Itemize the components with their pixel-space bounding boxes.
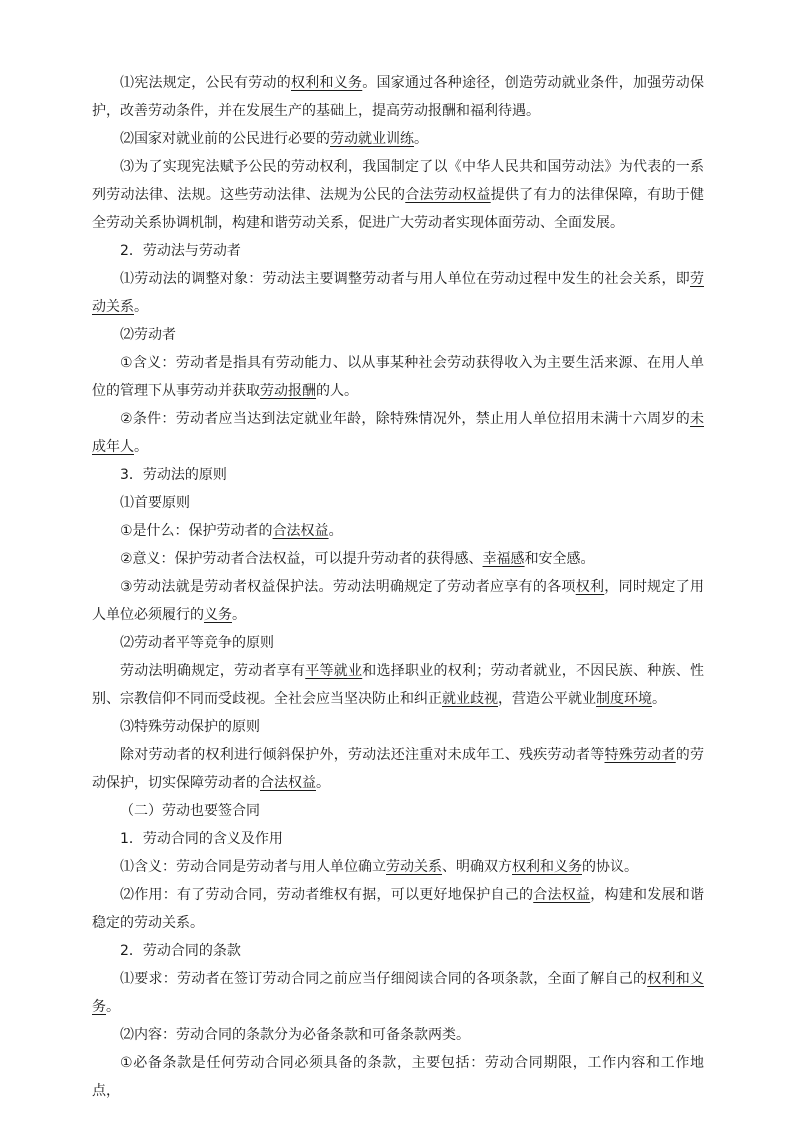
paragraph-text: ，构建和发展和谐稳定的劳动关系。 — [92, 887, 704, 931]
paragraph — [92, 517, 704, 545]
underlined-key-term: 幸福感 — [482, 551, 525, 567]
paragraph-text: ⑴含义：劳动合同是劳动者与用人单位确立 — [120, 859, 386, 875]
paragraph-text: 。 — [134, 439, 148, 455]
underlined-key-term: 权利 — [575, 579, 605, 595]
paragraph — [92, 853, 704, 881]
underlined-key-term: 劳动报酬 — [260, 383, 316, 399]
paragraph — [92, 69, 704, 125]
paragraph — [92, 265, 704, 321]
paragraph — [92, 545, 704, 573]
underlined-key-term: 未成年人 — [92, 411, 704, 455]
underlined-key-term: 合法权益 — [272, 523, 329, 539]
underlined-key-term: 劳动关系 — [92, 271, 704, 315]
paragraph-text: ⑴劳动法的调整对象：劳动法主要调整劳动者与用人单位在劳动过程中发生的社会关系，即 — [120, 271, 690, 287]
paragraph — [92, 125, 704, 153]
paragraph-text: 除对劳动者的权利进行倾斜保护外，劳动法还注重对未成年工、残疾劳动者等 — [120, 747, 605, 763]
underlined-key-term: 制度环境 — [596, 691, 652, 707]
paragraph-text: 。国家通过各种途径，创造劳动就业条件，加强劳动保护，改善劳动条件，并在发展生产的基础上，提高劳动报酬和福利待遇。 — [92, 75, 704, 119]
underlined-key-term: 合法权益 — [533, 887, 591, 903]
paragraph-text: ⑴宪法规定，公民有劳动的 — [120, 75, 291, 91]
paragraph-text: 和安全感。 — [524, 551, 595, 567]
paragraph — [92, 1049, 704, 1105]
paragraph-text: 。 — [652, 691, 666, 707]
paragraph-text: 劳动法明确规定，劳动者享有 — [120, 663, 306, 679]
paragraph-text: 的人。 — [316, 383, 358, 399]
underlined-key-term: 权利和义务 — [92, 971, 704, 1015]
paragraph-text: 2．劳动法与劳动者 — [120, 243, 241, 259]
paragraph-text: 和选择职业的权利；劳动者就业，不因民族、种族、性别、宗教信仰不同而受歧视。全社会应当坚决防止和纠正 — [92, 663, 704, 707]
underlined-key-term: 权利和义务 — [291, 75, 363, 91]
paragraph-text: 3．劳动法的原则 — [120, 467, 227, 483]
paragraph-text: 的协议。 — [582, 859, 638, 875]
paragraph-text: ①含义：劳动者是指具有劳动能力、以从事某种社会劳动获得收入为主要生活来源、在用人单位的管理下从事劳动并获取 — [92, 355, 704, 399]
paragraph-text: 。 — [328, 523, 343, 539]
paragraph-text: ，营造公平就业 — [498, 691, 596, 707]
paragraph-text: ⑵国家对就业前的公民进行必要的 — [120, 131, 330, 147]
paragraph-text: ⑴要求：劳动者在签订劳动合同之前应当仔细阅读合同的各项条款，全面了解自己的 — [120, 971, 648, 987]
paragraph-text: 1．劳动合同的含义及作用 — [120, 831, 283, 847]
paragraph — [92, 937, 704, 965]
paragraph-text: ②条件：劳动者应当达到法定就业年龄，除特殊情况外，禁止用人单位招用未满十六周岁的 — [120, 411, 690, 427]
paragraph — [92, 461, 704, 489]
underlined-key-term: 平等就业 — [305, 663, 363, 679]
paragraph-text: 、明确双方 — [442, 859, 512, 875]
paragraph-text: ①必备条款是任何劳动合同必须具备的条款，主要包括：劳动合同期限，工作内容和工作地点， — [92, 1055, 704, 1099]
paragraph-text: ⑵作用：有了劳动合同，劳动者维权有据，可以更好地保护自己的 — [120, 887, 534, 903]
paragraph — [92, 629, 704, 657]
paragraph — [92, 153, 704, 237]
underlined-key-term: 权利和义务 — [512, 859, 582, 875]
paragraph — [92, 825, 704, 853]
underlined-key-term: 合法劳动权益 — [405, 187, 491, 203]
underlined-key-term: 合法权益 — [260, 775, 316, 791]
paragraph — [92, 405, 704, 461]
underlined-key-term: 劳动关系 — [386, 859, 442, 875]
paragraph-text: 。 — [414, 131, 428, 147]
paragraph-text: ⑶特殊劳动保护的原则 — [120, 719, 260, 735]
paragraph — [92, 713, 704, 741]
paragraph-text: ③劳动法就是劳动者权益保护法。劳动法明确规定了劳动者应享有的各项 — [120, 579, 576, 595]
paragraph — [92, 657, 704, 713]
paragraph — [92, 965, 704, 1021]
paragraph-text: ⑴首要原则 — [120, 495, 190, 511]
paragraph — [92, 237, 704, 265]
underlined-key-term: 特殊劳动者 — [604, 747, 676, 763]
paragraph — [92, 349, 704, 405]
paragraph — [92, 741, 704, 797]
paragraph-text: 2．劳动合同的条款 — [120, 943, 241, 959]
paragraph-text: ⑶为了实现宪法赋予公民的劳动权利，我国制定了以《中华人民共和国劳动法》为代表的一系列劳动法律、法规。这些劳动法律、法规为公民的 — [92, 159, 704, 203]
paragraph — [92, 573, 704, 629]
paragraph — [92, 797, 704, 825]
document-body — [92, 69, 704, 1105]
paragraph — [92, 881, 704, 937]
paragraph-text: 的劳动保护，切实保障劳动者的 — [92, 747, 704, 791]
underlined-key-term: 劳动就业训练 — [330, 131, 414, 147]
paragraph — [92, 1021, 704, 1049]
paragraph-text: ⑵内容：劳动合同的条款分为必备条款和可备条款两类。 — [120, 1027, 470, 1043]
underlined-key-term: 义务 — [204, 607, 232, 623]
paragraph-text: 提供了有力的法律保障，有助于健全劳动关系协调机制，构建和谐劳动关系，促进广大劳动者实现体面劳动、全面发展。 — [92, 187, 705, 231]
paragraph-text: ①是什么：保护劳动者的 — [120, 523, 273, 539]
paragraph-text: 。 — [106, 999, 120, 1015]
paragraph-text: ⑵劳动者 — [120, 327, 176, 343]
paragraph — [92, 489, 704, 517]
paragraph — [92, 321, 704, 349]
paragraph-text: 。 — [232, 607, 246, 623]
paragraph-text: ②意义：保护劳动者合法权益，可以提升劳动者的获得感、 — [120, 551, 483, 567]
paragraph-text: 。 — [316, 775, 330, 791]
paragraph-text: ，同时规定了用人单位必须履行的 — [92, 579, 704, 623]
paragraph-text: ⑵劳动者平等竞争的原则 — [120, 635, 274, 651]
underlined-key-term: 就业歧视 — [442, 691, 498, 707]
paragraph-text: （二）劳动也要签合同 — [120, 803, 260, 819]
paragraph-text: 。 — [134, 299, 148, 315]
